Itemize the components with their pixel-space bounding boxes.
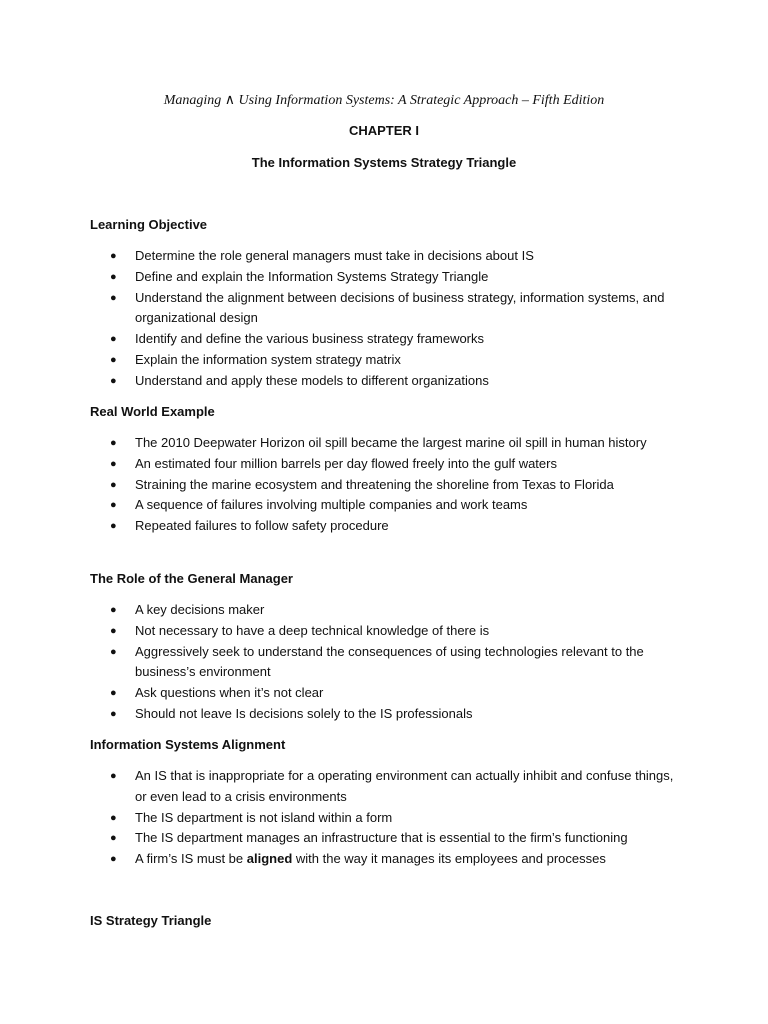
chapter-title: The Information Systems Strategy Triangle: [251, 155, 517, 170]
bullet-icon: ●: [110, 353, 117, 366]
bullet-icon: ●: [110, 333, 117, 346]
section-heading-role-general-manager: The Role of the General Manager: [90, 571, 293, 586]
list-item: [0, 288, 768, 330]
list-item: [0, 600, 768, 621]
list-item: [0, 704, 768, 725]
section-heading-real-world-example: Real World Example: [90, 404, 215, 419]
bullet-icon: ●: [110, 374, 117, 387]
list-item: [0, 433, 768, 454]
role-general-manager-list: [0, 600, 768, 725]
list-item-text: Define and explain the Information Systems Strategy Triangle: [135, 268, 489, 284]
bullet-icon: ●: [110, 457, 117, 470]
list-item: [0, 808, 768, 829]
list-item-text: Straining the marine ecosystem and threatening the shoreline from Texas to Florida: [135, 476, 614, 492]
bullet-icon: ●: [110, 770, 117, 782]
list-item-text: Determine the role general managers must take in decisions about IS: [135, 248, 534, 263]
is-alignment-list: [0, 766, 768, 870]
real-world-example-list: [0, 433, 768, 537]
list-item: [0, 350, 768, 371]
list-item-text: Explain the information system strategy matrix: [135, 351, 401, 367]
section-heading-learning-objective: Learning Objective: [90, 217, 208, 232]
list-item-text: The IS department manages an infrastructure that is essential to the firm’s functioning: [135, 830, 628, 846]
list-item-text: The 2010 Deepwater Horizon oil spill became the largest marine oil spill in human history: [135, 435, 647, 450]
list-item-text: Identify and define the various business strategy frameworks: [135, 331, 485, 347]
list-item-text: The IS department is not island within a form: [135, 809, 393, 825]
bullet-icon: ●: [110, 832, 117, 845]
list-item: [0, 329, 768, 350]
list-item-text-start: A firm’s IS must be: [135, 851, 247, 867]
list-item: [0, 454, 768, 475]
list-item: [0, 849, 768, 870]
emphasis-aligned: aligned: [246, 851, 293, 867]
bullet-icon: ●: [110, 478, 117, 491]
list-item-text: An estimated four million barrels per day flowed freely into the gulf waters: [135, 455, 557, 471]
section-heading-is-alignment: Information Systems Alignment: [90, 737, 286, 752]
list-item-text: A key decisions maker: [135, 602, 265, 617]
list-item: [0, 267, 768, 288]
list-item-text: Understand the alignment between decisions of business strategy, information systems, and organizational design: [135, 289, 665, 326]
bullet-icon: ●: [110, 707, 117, 720]
bullet-icon: ●: [110, 437, 117, 449]
list-item-text: Aggressively seek to understand the consequences of using technologies relevant to the business’s environment: [135, 643, 644, 680]
bullet-icon: ●: [110, 250, 117, 262]
list-item-text: Understand and apply these models to different organizations: [135, 372, 489, 388]
list-item-text: Repeated failures to follow safety procedure: [135, 518, 389, 534]
bullet-icon: ●: [110, 604, 117, 616]
list-item-text: A sequence of failures involving multiple companies and work teams: [135, 497, 528, 513]
list-item-text-end: with the way it manages its employees and processes: [292, 851, 606, 867]
book-title: Managing ∧ Using Information Systems: A Strategic Approach – Fifth Edition: [163, 93, 605, 108]
list-item: [0, 642, 768, 684]
bullet-icon: ●: [110, 270, 117, 283]
bullet-icon: ●: [110, 853, 117, 866]
list-item: [0, 621, 768, 642]
chapter-number: CHAPTER I: [348, 123, 420, 138]
list-item: [0, 766, 768, 808]
list-item: [0, 371, 768, 392]
list-item-text: Not necessary to have a deep technical knowledge of there is: [135, 622, 490, 638]
bullet-icon: ●: [110, 645, 117, 658]
list-item-text: Ask questions when it’s not clear: [135, 685, 324, 701]
list-item: [0, 495, 768, 516]
list-item: [0, 516, 768, 537]
list-item: [0, 475, 768, 496]
list-item: [0, 828, 768, 849]
list-item: [0, 683, 768, 704]
bullet-icon: ●: [110, 687, 117, 700]
bullet-icon: ●: [110, 291, 117, 304]
learning-objective-list: [0, 246, 768, 392]
bullet-icon: ●: [110, 520, 117, 533]
bullet-icon: ●: [110, 499, 117, 512]
list-item: [0, 246, 768, 267]
section-heading-is-strategy-triangle: IS Strategy Triangle: [90, 913, 212, 928]
list-item-text: [135, 851, 606, 866]
bullet-icon: ●: [110, 811, 117, 824]
list-item-text: Should not leave Is decisions solely to the IS professionals: [135, 705, 473, 721]
bullet-icon: ●: [110, 624, 117, 637]
list-item-text: An IS that is inappropriate for a operating environment can actually inhibit and confuse things, or even lead to a crisis environments: [135, 768, 674, 804]
